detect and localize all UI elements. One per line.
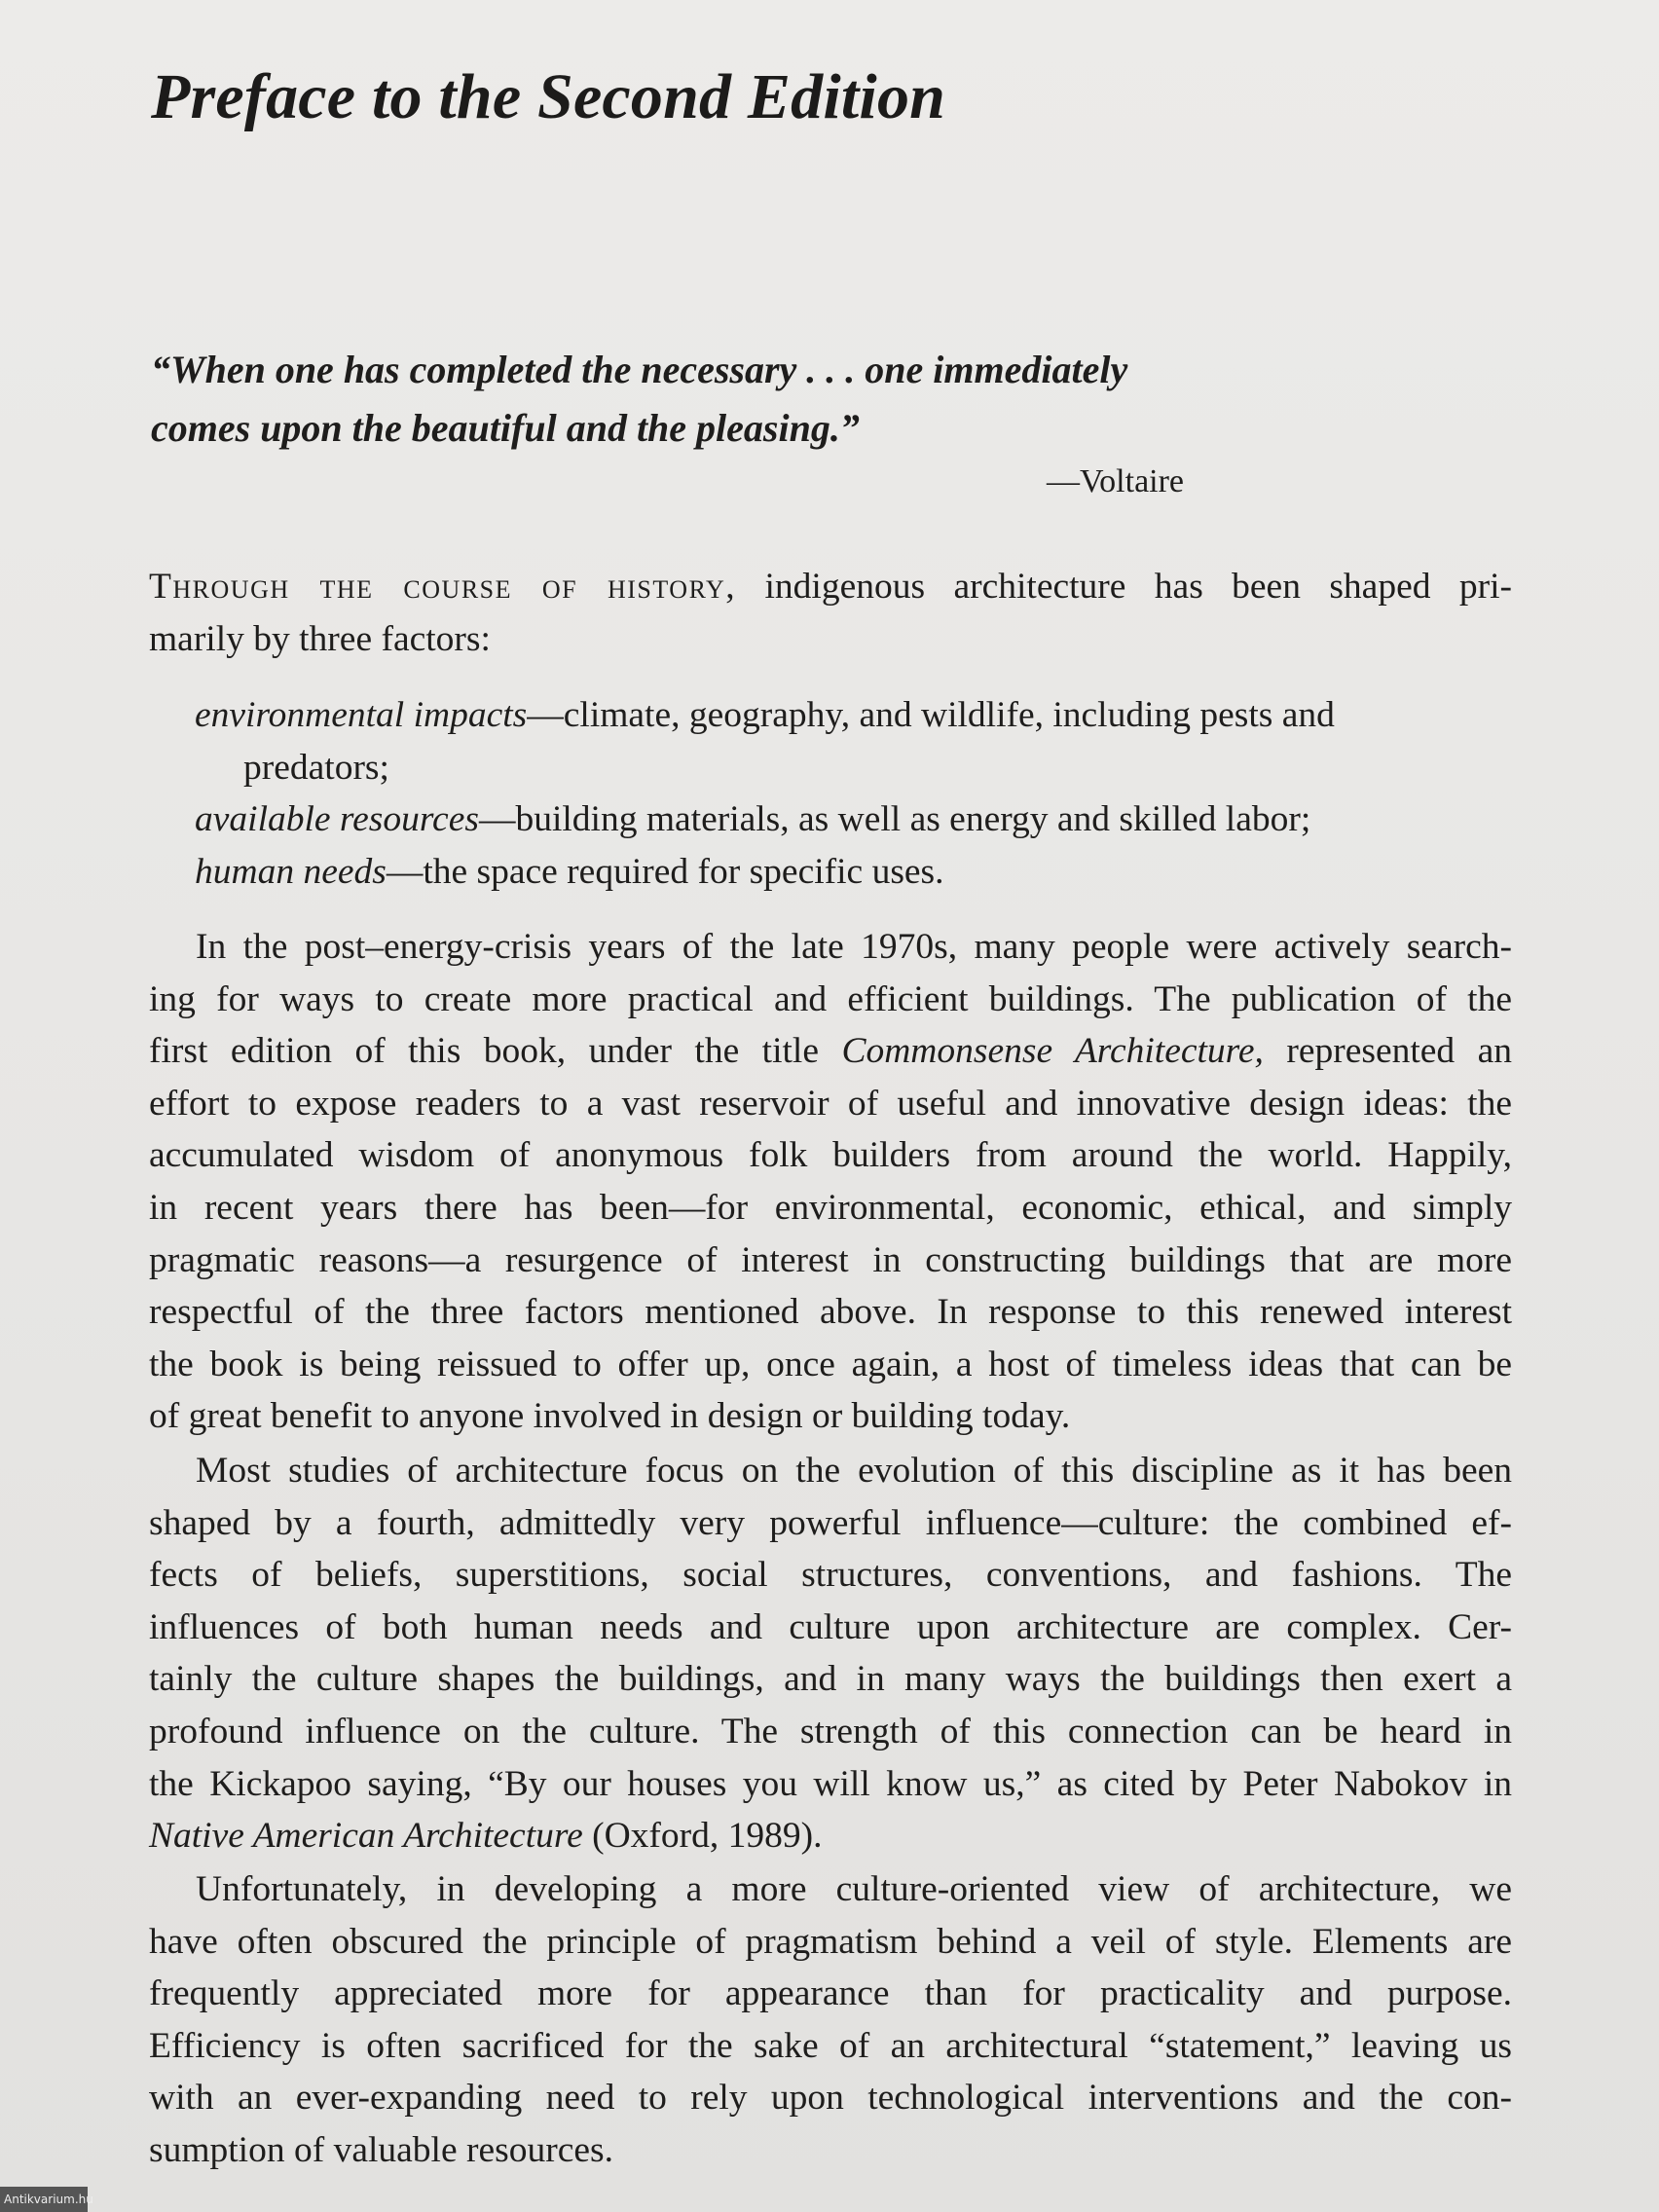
body-line: Unfortunately, in developing a more culture-oriented view of architecture, we [196, 1869, 1512, 1909]
body-line: fects of beliefs, superstitions, social structures, conventions, and fashions. The [149, 1555, 1512, 1596]
intro-line: marily by three factors: [149, 618, 491, 659]
body-line: shaped by a fourth, admittedly very powerful influence—culture: the combined ef- [149, 1502, 1512, 1543]
body-line: with an ever-expanding need to rely upon technological interventions and the con- [149, 2078, 1512, 2119]
watermark-label: Antikvarium.hu [0, 2187, 88, 2212]
body-line: influences of both human needs and culture upon architecture are complex. Cer- [149, 1606, 1512, 1647]
epigraph-line: comes upon the beautiful and the pleasing.” [151, 406, 860, 450]
factor-term: available resources [195, 799, 479, 840]
body-line: in recent years there has been—for environmental, economic, ethical, and simply [149, 1187, 1512, 1228]
factor-term: human needs [195, 851, 387, 892]
book-title-commonsense-architecture: Commonsense Architecture, [841, 1031, 1264, 1072]
epigraph-attribution: —Voltaire [1047, 463, 1185, 499]
body-line: Most studies of architecture focus on the evolution of this discipline as it has been [196, 1451, 1512, 1491]
body-line: accumulated wisdom of anonymous folk builders from around the world. Happily, [149, 1135, 1512, 1176]
epigraph-quote [151, 341, 1202, 458]
body-line [149, 1810, 1512, 1862]
intro-lead-smallcaps: Through the course of history, [149, 567, 737, 607]
intro-line-rest: indigenous architecture has been shaped pri- [736, 567, 1512, 607]
factor-term: environmental impacts [195, 695, 528, 735]
factor-continuation: predators; [243, 747, 389, 788]
book-title-native-american-architecture: Native American Architecture [149, 1816, 583, 1857]
intro-paragraph [149, 561, 1512, 665]
body-line: In the post–energy-crisis years of the late 1970s, many people were actively search- [196, 927, 1512, 967]
body-line [149, 1025, 1512, 1078]
paragraph-culture [149, 1445, 1512, 1862]
body-line: ing for ways to create more practical and efficient buildings. The publication of the [149, 978, 1512, 1019]
paragraph-first-edition [149, 921, 1512, 1443]
body-line: respectful of the three factors mentioned above. In response to this renewed interest [149, 1292, 1512, 1333]
paragraph-pragmatism [149, 1863, 1512, 2177]
body-line: Efficiency is often sacrificed for the sake of an architectural “statement,” leaving us [149, 2025, 1512, 2066]
body-text-span: first edition of this book, under the title [149, 1031, 819, 1072]
body-line: tainly the culture shapes the buildings, and in many ways the buildings then exert a [149, 1659, 1512, 1700]
intro-line [149, 561, 1512, 613]
body-line: the book is being reissued to offer up, once again, a host of timeless ideas that can be [149, 1344, 1512, 1384]
page-title: Preface to the Second Edition [151, 61, 946, 132]
body-line: frequently appreciated more for appearance than for practicality and purpose. [149, 1973, 1512, 2014]
body-line: effort to expose readers to a vast reservoir of useful and innovative design ideas: the [149, 1083, 1512, 1124]
factor-description: —the space required for specific uses. [386, 851, 944, 892]
body-line: sumption of valuable resources. [149, 2129, 613, 2170]
factor-list [195, 689, 1480, 898]
body-text-span: represented an [1263, 1031, 1512, 1072]
body-text-span: (Oxford, 1989). [582, 1816, 823, 1857]
factor-item [195, 689, 1480, 742]
epigraph-line: “When one has completed the necessary . . . one immediately [151, 348, 1128, 391]
factor-description: —building materials, as well as energy and skilled labor; [478, 799, 1311, 840]
body-line: of great benefit to anyone involved in design or building today. [149, 1396, 1071, 1437]
body-line: have often obscured the principle of pragmatism behind a veil of style. Elements are [149, 1921, 1512, 1962]
factor-item [195, 846, 1480, 899]
factor-item [195, 793, 1480, 846]
factor-description: —climate, geography, and wildlife, including pests and [527, 695, 1335, 735]
body-line: profound influence on the culture. The strength of this connection can be heard in [149, 1711, 1512, 1751]
body-line: the Kickapoo saying, “By our houses you will know us,” as cited by Peter Nabokov in [149, 1763, 1512, 1804]
body-line: pragmatic reasons—a resurgence of interest in constructing buildings that are more [149, 1239, 1512, 1280]
